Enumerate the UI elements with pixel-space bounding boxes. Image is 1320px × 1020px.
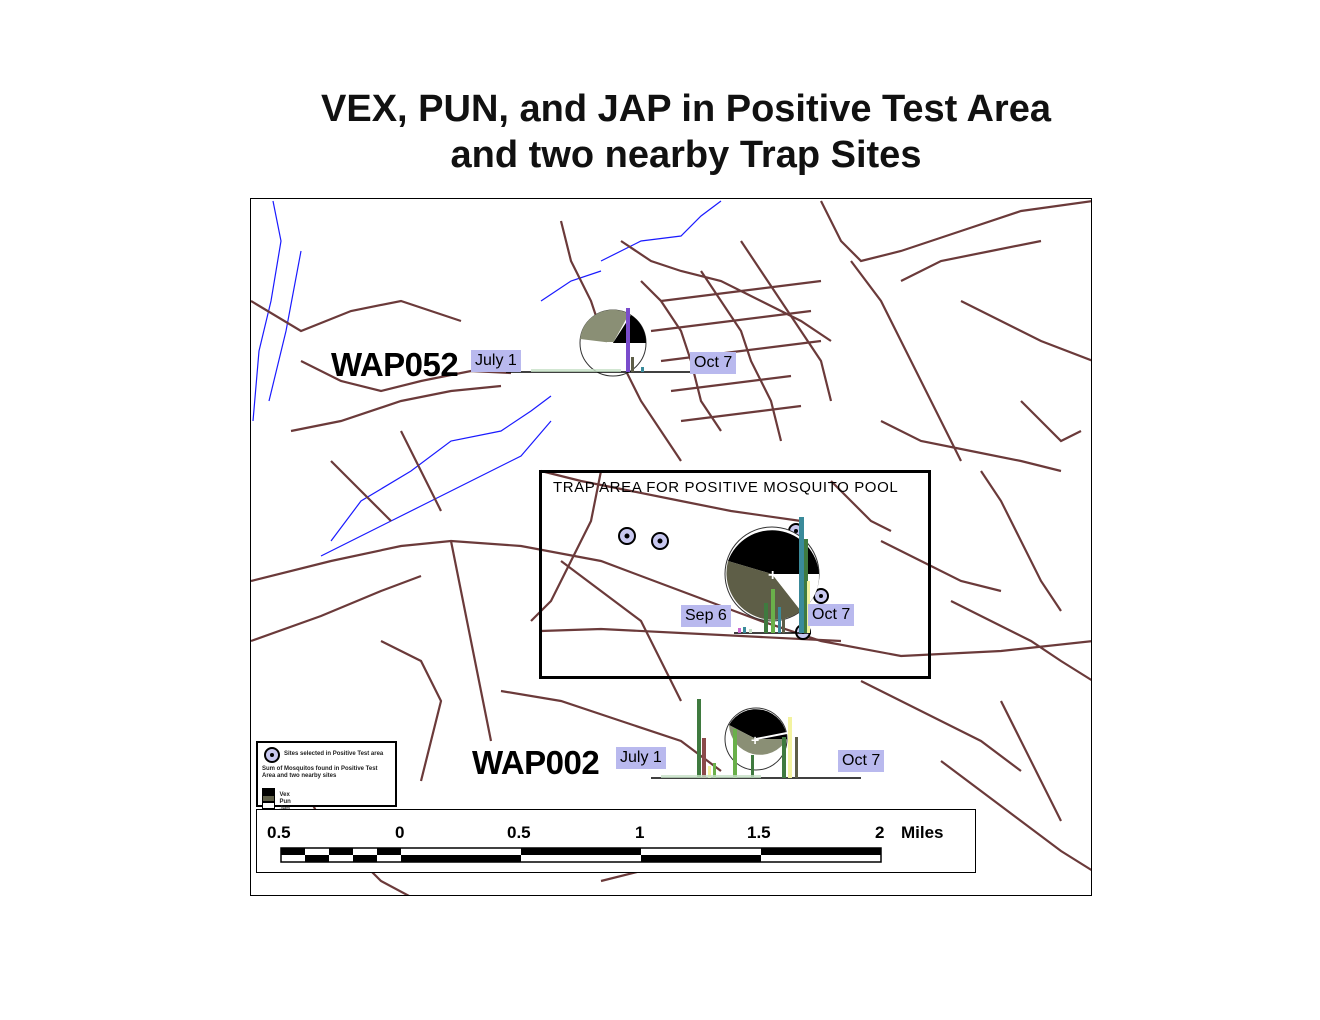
trap-area-box[interactable] [539, 470, 931, 679]
wap002-end-date: Oct 7 [838, 750, 884, 772]
svg-text:+: + [768, 567, 778, 584]
wap002-bar [751, 755, 754, 778]
wap052-start-date: July 1 [471, 350, 521, 372]
scale-tick-label: 1 [635, 823, 645, 842]
trap-area-title: TRAP AREA FOR POSITIVE MOSQUITO POOL [553, 479, 899, 496]
wap002-bar [782, 737, 786, 778]
scale-tick-label: 0 [395, 823, 405, 842]
wap002-bar [702, 738, 706, 778]
wap052-pie-chart[interactable] [580, 310, 646, 376]
wap052-bar [626, 308, 630, 372]
wap002-bar-baseline [661, 775, 761, 778]
map-legend [256, 741, 397, 807]
wap002-bar [795, 737, 798, 778]
wap052-bar-baseline [531, 369, 621, 372]
legend-caption-line1: Sum of Mosquitos found in Positive Test [262, 766, 378, 772]
scale-tick-label: 1.5 [747, 823, 771, 842]
map-title-line2: and two nearby Trap Sites [450, 134, 922, 176]
legend-caption-line2: Area and two nearby sites [262, 773, 337, 779]
scale-tick-label: 0.5 [267, 823, 291, 842]
trap-area-end-date: Oct 7 [808, 604, 854, 626]
scale-tick-label: 2 [875, 823, 885, 842]
wap002-bar [788, 717, 792, 778]
scale-tick-label: 0.5 [507, 823, 531, 842]
scale-bar-graphic [257, 810, 977, 874]
wap002-site-label: WAP002 [472, 744, 600, 781]
scale-unit-label: Miles [901, 823, 944, 842]
wap052-site-label: WAP052 [331, 346, 459, 383]
wap052-bar [641, 367, 644, 372]
trap-area-start-date: Sep 6 [681, 605, 731, 627]
wap052-bar [631, 357, 634, 372]
legend-item-label: Vex [279, 792, 290, 798]
legend-item-label: Pun [279, 799, 291, 805]
scale-bar [256, 809, 976, 873]
wap052-end-date: Oct 7 [690, 352, 736, 374]
legend-symbol-label: Sites selected in Positive Test area [284, 751, 384, 757]
wap002-bar [733, 729, 737, 778]
svg-text:+: + [751, 732, 760, 748]
site-symbol-icon [262, 745, 282, 765]
map-title-line1: VEX, PUN, and JAP in Positive Test Area [321, 88, 1051, 130]
map-title [250, 86, 1122, 178]
wap002-start-date: July 1 [616, 747, 666, 769]
wap002-bar [697, 699, 701, 778]
